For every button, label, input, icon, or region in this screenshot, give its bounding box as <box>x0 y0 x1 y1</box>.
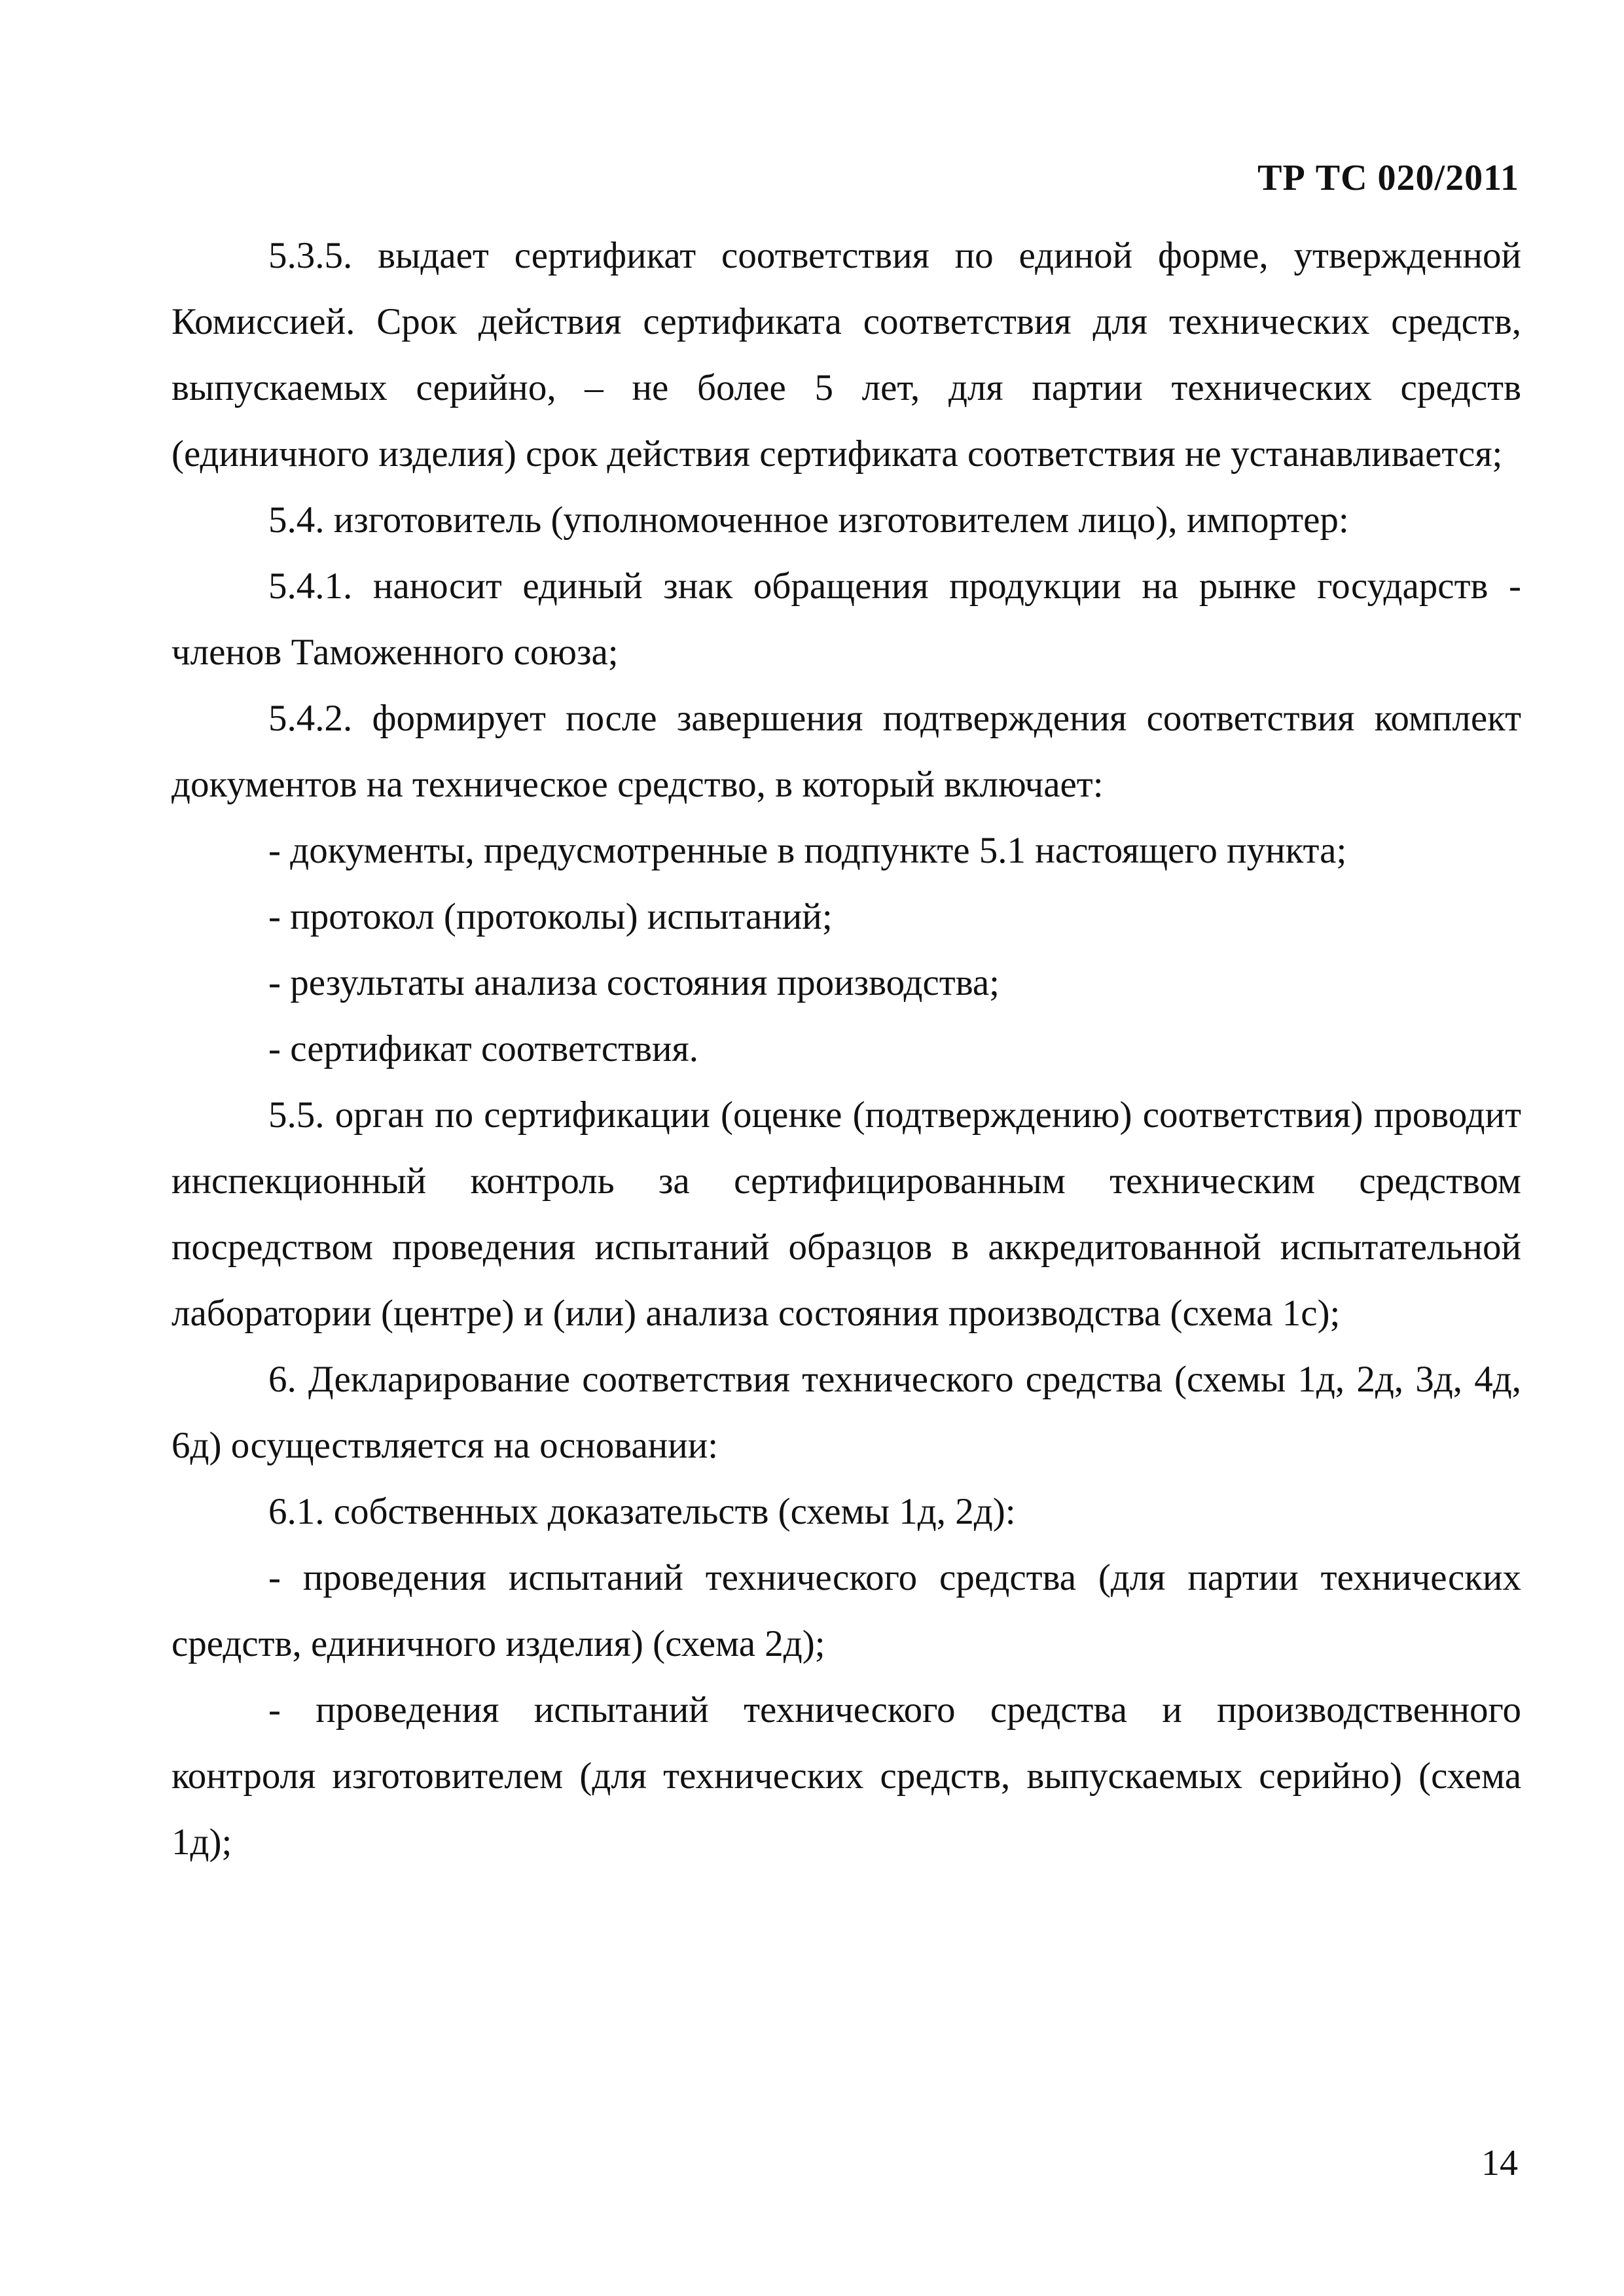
list-item-production-analysis: - результаты анализа состояния производства; <box>268 962 1000 1003</box>
list-item-scheme-1d: - проведения испытаний технического средства и производственного контроля изготовителем (для технических средств, выпускаемых серийно) (схема 1д); <box>171 1689 1521 1863</box>
list-item-protocols: - протокол (протоколы) испытаний; <box>268 896 833 937</box>
paragraph-6: 6. Декларирование соответствия технического средства (схемы 1д, 2д, 3д, 4д, 6д) осуществляется на основании: <box>171 1359 1521 1466</box>
list-item-documents: - документы, предусмотренные в подпункте 5.1 настоящего пункта; <box>268 830 1347 871</box>
paragraph-5-4-1: 5.4.1. наносит единый знак обращения продукции на рынке государств - членов Таможенного союза; <box>171 565 1521 673</box>
page-number: 14 <box>1481 2143 1518 2183</box>
paragraph-6-1: 6.1. собственных доказательств (схемы 1д, 2д): <box>268 1491 1016 1532</box>
paragraph-5-4: 5.4. изготовитель (уполномоченное изготовителем лицо), импортер: <box>268 499 1349 541</box>
paragraph-5-4-2: 5.4.2. формирует после завершения подтверждения соответствия комплект документов на техническое средство, в который включает: <box>171 698 1521 805</box>
paragraph-5-5: 5.5. орган по сертификации (оценке (подтверждению) соответствия) проводит инспекционный контроль за сертифицированным техническим средством посредством проведения испытаний образцов в аккредитованной испытательной лаборатории (центре) и (или) анализа состояния производства (схема 1с); <box>171 1094 1521 1334</box>
list-item-certificate: - сертификат соответствия. <box>268 1028 698 1069</box>
document-body <box>171 223 1521 1875</box>
list-item-scheme-2d: - проведения испытаний технического средства (для партии технических средств, единичного изделия) (схема 2д); <box>171 1557 1521 1664</box>
document-code: ТР ТС 020/2011 <box>1257 158 1519 198</box>
paragraph-5-3-5: 5.3.5. выдает сертификат соответствия по единой форме, утвержденной Комиссией. Срок действия сертификата соответствия для технических средств, выпускаемых серийно, – не более 5 лет, для партии технических средств (единичного изделия) срок действия сертификата соответствия не устанавливается; <box>171 235 1521 475</box>
